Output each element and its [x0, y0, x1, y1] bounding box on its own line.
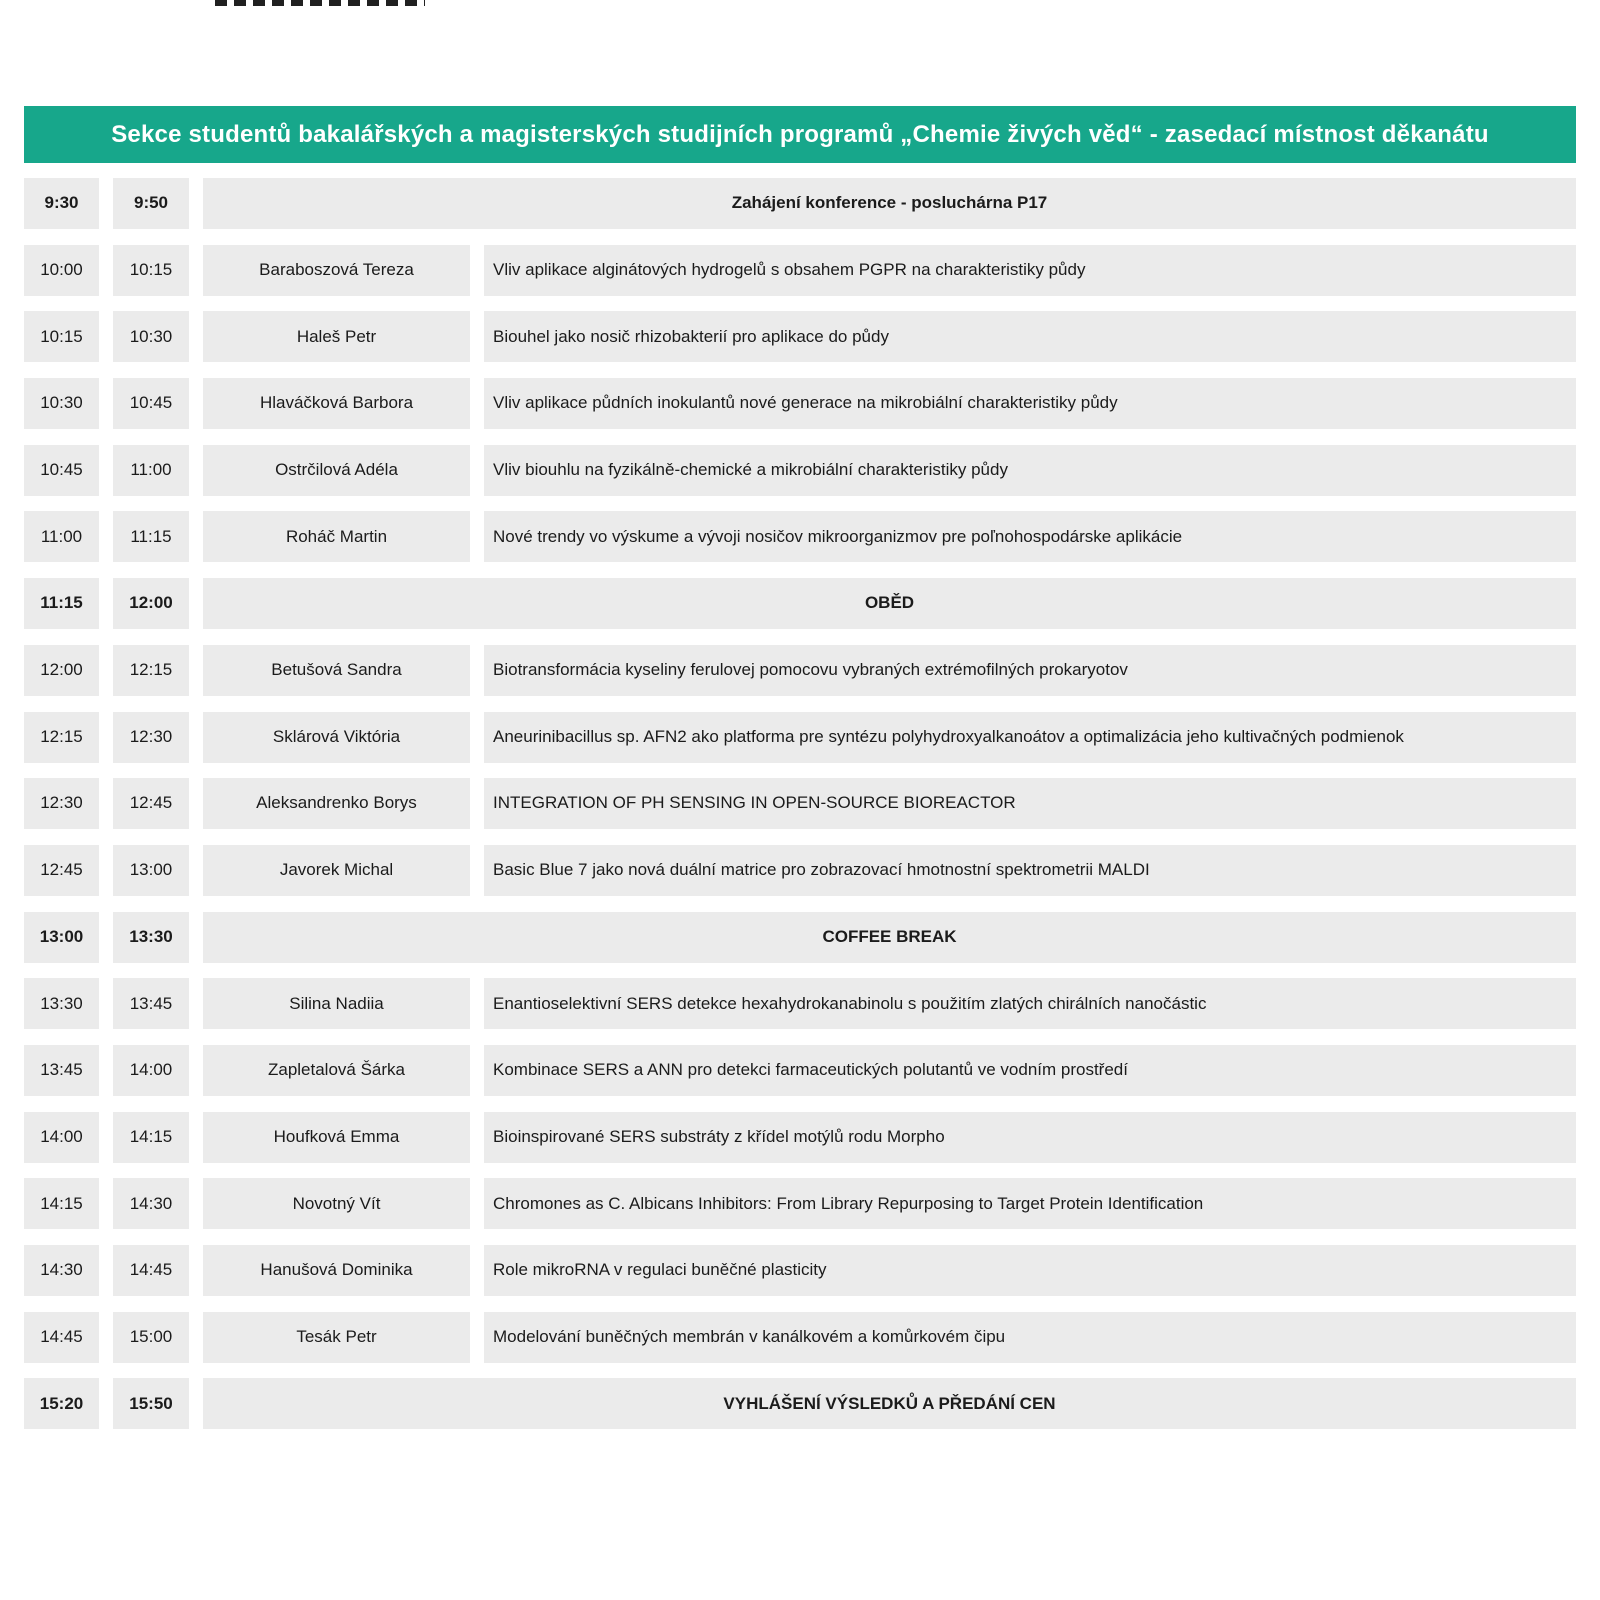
- speaker-name-cell: Aleksandrenko Borys: [203, 778, 470, 829]
- talk-title-cell: Enantioselektivní SERS detekce hexahydrokanabinolu s použitím zlatých chirálních nanočástic: [484, 978, 1576, 1029]
- time-end-cell: 14:15: [113, 1112, 189, 1163]
- time-end-cell: 12:00: [113, 578, 189, 629]
- time-end-cell: 13:00: [113, 845, 189, 896]
- section-header-title: Sekce studentů bakalářských a magisterských studijních programů „Chemie živých věd“ - zasedací místnost děkanátu: [111, 120, 1489, 148]
- talk-title-cell: Basic Blue 7 jako nová duální matrice pro zobrazovací hmotnostní spektrometrii MALDI: [484, 845, 1576, 896]
- schedule-row-talk: [24, 645, 1576, 696]
- time-end-cell: 13:45: [113, 978, 189, 1029]
- speaker-name-cell: Houfková Emma: [203, 1112, 470, 1163]
- time-end-cell: 13:30: [113, 912, 189, 963]
- talk-title-cell: Role mikroRNA v regulaci buněčné plasticity: [484, 1245, 1576, 1296]
- schedule-table: [24, 178, 1576, 1429]
- cutoff-text-fragment: [215, 0, 425, 6]
- talk-title-cell: Aneurinibacillus sp. AFN2 ako platforma pre syntézu polyhydroxyalkanoátov a optimalizácia jeho kultivačných podmienok: [484, 712, 1576, 763]
- section-header: [24, 106, 1576, 163]
- session-label-cell: COFFEE BREAK: [203, 912, 1576, 963]
- schedule-row-talk: [24, 311, 1576, 362]
- talk-title-cell: Chromones as C. Albicans Inhibitors: From Library Repurposing to Target Protein Identification: [484, 1178, 1576, 1229]
- speaker-name-cell: Haleš Petr: [203, 311, 470, 362]
- time-end-cell: 10:45: [113, 378, 189, 429]
- time-start-cell: 12:30: [24, 778, 99, 829]
- time-start-cell: 15:20: [24, 1378, 99, 1429]
- time-start-cell: 9:30: [24, 178, 99, 229]
- speaker-name-cell: Silina Nadiia: [203, 978, 470, 1029]
- time-end-cell: 11:15: [113, 511, 189, 562]
- speaker-name-cell: Hanušová Dominika: [203, 1245, 470, 1296]
- speaker-name-cell: Baraboszová Tereza: [203, 245, 470, 296]
- speaker-name-cell: Roháč Martin: [203, 511, 470, 562]
- schedule-row-talk: [24, 378, 1576, 429]
- speaker-name-cell: Novotný Vít: [203, 1178, 470, 1229]
- schedule-row-talk: [24, 845, 1576, 896]
- talk-title-cell: Biotransformácia kyseliny ferulovej pomocovu vybraných extrémofilných prokaryotov: [484, 645, 1576, 696]
- schedule-row-special: [24, 1378, 1576, 1429]
- talk-title-cell: Vliv aplikace alginátových hydrogelů s obsahem PGPR na charakteristiky půdy: [484, 245, 1576, 296]
- time-end-cell: 15:50: [113, 1378, 189, 1429]
- talk-title-cell: Vliv biouhlu na fyzikálně-chemické a mikrobiální charakteristiky půdy: [484, 445, 1576, 496]
- time-start-cell: 10:45: [24, 445, 99, 496]
- schedule-row-talk: [24, 1312, 1576, 1363]
- time-start-cell: 12:45: [24, 845, 99, 896]
- time-end-cell: 15:00: [113, 1312, 189, 1363]
- talk-title-cell: INTEGRATION OF PH SENSING IN OPEN-SOURCE BIOREACTOR: [484, 778, 1576, 829]
- time-end-cell: 10:15: [113, 245, 189, 296]
- time-start-cell: 14:00: [24, 1112, 99, 1163]
- speaker-name-cell: Zapletalová Šárka: [203, 1045, 470, 1096]
- schedule-row-talk: [24, 1178, 1576, 1229]
- time-start-cell: 14:45: [24, 1312, 99, 1363]
- schedule-row-talk: [24, 778, 1576, 829]
- time-end-cell: 9:50: [113, 178, 189, 229]
- time-start-cell: 14:30: [24, 1245, 99, 1296]
- speaker-name-cell: Betušová Sandra: [203, 645, 470, 696]
- schedule-row-talk: [24, 1112, 1576, 1163]
- speaker-name-cell: Ostrčilová Adéla: [203, 445, 470, 496]
- time-start-cell: 13:30: [24, 978, 99, 1029]
- time-start-cell: 13:00: [24, 912, 99, 963]
- speaker-name-cell: Hlaváčková Barbora: [203, 378, 470, 429]
- time-start-cell: 12:15: [24, 712, 99, 763]
- schedule-row-talk: [24, 1045, 1576, 1096]
- time-start-cell: 14:15: [24, 1178, 99, 1229]
- talk-title-cell: Vliv aplikace půdních inokulantů nové generace na mikrobiální charakteristiky půdy: [484, 378, 1576, 429]
- time-end-cell: 11:00: [113, 445, 189, 496]
- time-start-cell: 10:15: [24, 311, 99, 362]
- schedule-row-talk: [24, 978, 1576, 1029]
- schedule-row-talk: [24, 245, 1576, 296]
- session-label-cell: OBĚD: [203, 578, 1576, 629]
- talk-title-cell: Bioinspirované SERS substráty z křídel motýlů rodu Morpho: [484, 1112, 1576, 1163]
- schedule-row-special: [24, 912, 1576, 963]
- time-start-cell: 12:00: [24, 645, 99, 696]
- time-end-cell: 12:30: [113, 712, 189, 763]
- time-end-cell: 12:15: [113, 645, 189, 696]
- schedule-row-special: [24, 578, 1576, 629]
- session-label-cell: Zahájení konference - posluchárna P17: [203, 178, 1576, 229]
- time-end-cell: 12:45: [113, 778, 189, 829]
- talk-title-cell: Nové trendy vo výskume a vývoji nosičov mikroorganizmov pre poľnohospodárske aplikácie: [484, 511, 1576, 562]
- talk-title-cell: Biouhel jako nosič rhizobakterií pro aplikace do půdy: [484, 311, 1576, 362]
- time-start-cell: 11:00: [24, 511, 99, 562]
- talk-title-cell: Modelování buněčných membrán v kanálkovém a komůrkovém čipu: [484, 1312, 1576, 1363]
- talk-title-cell: Kombinace SERS a ANN pro detekci farmaceutických polutantů ve vodním prostředí: [484, 1045, 1576, 1096]
- time-start-cell: 13:45: [24, 1045, 99, 1096]
- speaker-name-cell: Javorek Michal: [203, 845, 470, 896]
- speaker-name-cell: Sklárová Viktória: [203, 712, 470, 763]
- time-end-cell: 14:30: [113, 1178, 189, 1229]
- schedule-row-talk: [24, 511, 1576, 562]
- time-end-cell: 14:45: [113, 1245, 189, 1296]
- time-end-cell: 14:00: [113, 1045, 189, 1096]
- time-end-cell: 10:30: [113, 311, 189, 362]
- schedule-row-talk: [24, 1245, 1576, 1296]
- time-start-cell: 10:00: [24, 245, 99, 296]
- speaker-name-cell: Tesák Petr: [203, 1312, 470, 1363]
- session-label-cell: VYHLÁŠENÍ VÝSLEDKŮ A PŘEDÁNÍ CEN: [203, 1378, 1576, 1429]
- time-start-cell: 11:15: [24, 578, 99, 629]
- schedule-row-special: [24, 178, 1576, 229]
- schedule-row-talk: [24, 445, 1576, 496]
- schedule-row-talk: [24, 712, 1576, 763]
- time-start-cell: 10:30: [24, 378, 99, 429]
